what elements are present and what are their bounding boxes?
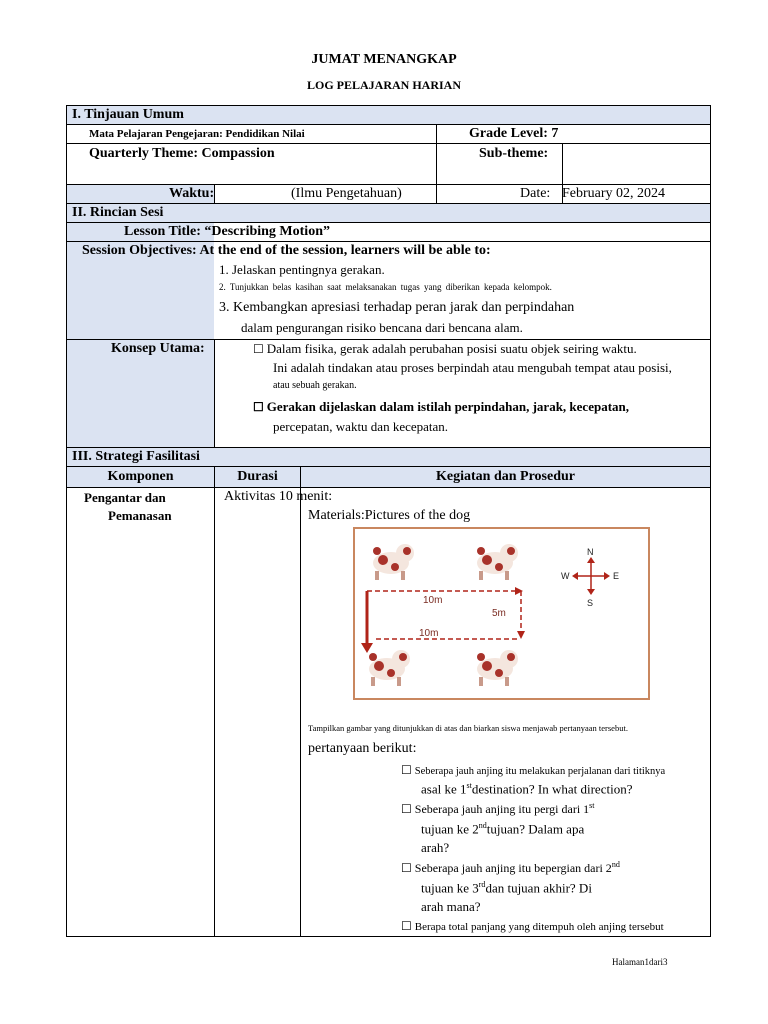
time-label-cell [66,184,215,204]
compass-e: E [613,571,620,581]
section2-header [66,203,711,223]
section1-header [66,105,711,125]
dog-motion-figure [353,527,650,700]
date-label-cell [436,184,563,204]
col-header-component: Komponen [107,469,174,484]
checkbox-icon: ☐ [401,861,412,875]
dog-icon [373,544,414,580]
col-header-duration: Durasi [237,469,278,484]
objective-3: 3. Kembangkan apresiasi terhadap peran jarak dan perpindahan [219,300,575,315]
subject-cell [66,124,437,144]
component-line-1: Pengantar dan [84,490,166,505]
materials-label: Materials:Pictures of the dog [308,508,471,523]
arrow-south-head [517,631,525,639]
question-3-continued: tujuan ke 3rddan tujuan akhir? Di [421,880,592,896]
compass-s: S [587,598,594,608]
theme-label: Quarterly Theme: Compassion [89,146,275,161]
arrow-east-head [515,587,523,595]
document-title: JUMAT MENANGKAP [311,52,457,67]
component-line-2: Pemanasan [108,508,172,523]
objectives-row [66,241,711,340]
dog-motion-diagram [355,529,648,698]
question-2-end: arah? [421,840,450,855]
concept-line-2: Ini adalah tindakan atau proses berpindah atau mengubah tempat atau posisi, [273,360,672,375]
page-footer: Halaman1dari3 [612,957,668,967]
section1-heading: I. Tinjauan Umum [72,107,184,122]
dog-icon [477,544,518,580]
question-4: ☐ Berapa total panjang yang ditempuh oleh anjing tersebut [401,919,664,933]
document-subtitle: LOG PELAJARAN HARIAN [306,78,461,92]
concept-line-5: percepatan, waktu dan kecepatan. [273,419,449,434]
col-header-activity-cell [300,466,711,488]
distance-label-side: 5m [492,608,506,619]
objective-2: 2. Tunjukkan belas kasihan saat melaksanakan tugas yang diberikan kepada kelompok. [219,282,552,292]
section3-header [66,447,711,467]
distance-label-top: 10m [423,595,443,606]
questions-intro: pertanyaan berikut: [308,741,417,756]
date-value-cell [562,184,711,204]
compass-w: W [561,571,570,581]
section3-heading: III. Strategi Fasilitasi [72,449,200,464]
checkbox-icon: ☐ [401,802,412,816]
dog-icon [369,650,410,686]
section2-heading: II. Rincian Sesi [72,205,164,220]
compass-rose-icon [561,547,619,608]
time-value: (Ilmu Pengetahuan) [291,186,402,201]
dog-icon [477,650,518,686]
subject-label: Mata Pelajaran Pengejaran: Pendidikan Nilai [89,128,305,140]
theme-cell [66,143,437,185]
instruction-text: Tampilkan gambar yang ditunjukkan di atas dan biarkan siswa menjawab pertanyaan tersebut. [308,723,628,733]
checkbox-icon: ☐ [401,763,412,777]
concept-row [66,339,711,448]
lesson-title-row [66,222,711,242]
component-cell [66,487,215,937]
grade-cell [436,124,711,144]
date-value: February 02, 2024 [562,186,666,201]
subtheme-label-cell [436,143,563,185]
question-2-continued: tujuan ke 2ndtujuan? Dalam apa [421,821,585,837]
objective-1: 1. Jelaskan pentingnya gerakan. [219,262,385,277]
time-value-cell [214,184,437,204]
subtheme-value-cell [562,143,711,185]
duration-value: Aktivitas 10 menit: [224,489,333,504]
col-header-component-cell [66,466,215,488]
duration-cell [214,487,333,937]
time-label: Waktu: [169,186,215,201]
distance-label-bottom: 10m [419,628,439,639]
question-3-end: arah mana? [421,899,481,914]
lesson-title: Lesson Title: “Describing Motion” [124,224,330,239]
objective-3-continued: dalam pengurangan risiko bencana dari bencana alam. [241,320,523,335]
checkbox-icon: ☐ [253,342,264,356]
concept-line-3: atau sebuah gerakan. [273,380,357,391]
objectives-label: Session Objectives: At the end of the session, learners will be able to: [82,243,491,258]
compass-n: N [587,547,594,557]
col-header-activity: Kegiatan dan Prosedur [436,469,575,484]
concept-bullet-2: ☐ Gerakan dijelaskan dalam istilah perpindahan, jarak, kecepatan, [253,399,630,414]
subtheme-label: Sub-theme: [479,146,549,161]
date-label: Date: [520,186,551,201]
arrow-start-head [361,643,373,653]
grade-label: Grade Level: 7 [469,126,559,141]
checkbox-icon: ☐ [401,919,412,933]
question-1-continued: asal ke 1stdestination? In what direction? [421,781,633,797]
question-2: ☐ Seberapa jauh anjing itu pergi dari 1st [401,801,595,816]
concept-label: Konsep Utama: [111,341,205,356]
question-3: ☐ Seberapa jauh anjing itu bepergian dari 2nd [401,860,620,875]
concept-bullet-1: ☐ Dalam fisika, gerak adalah perubahan posisi suatu objek seiring waktu. [253,341,637,356]
checkbox-icon: ☐ [253,400,264,414]
col-header-duration-cell [214,466,301,488]
question-1: ☐ Seberapa jauh anjing itu melakukan perjalanan dari titiknya [401,763,666,777]
